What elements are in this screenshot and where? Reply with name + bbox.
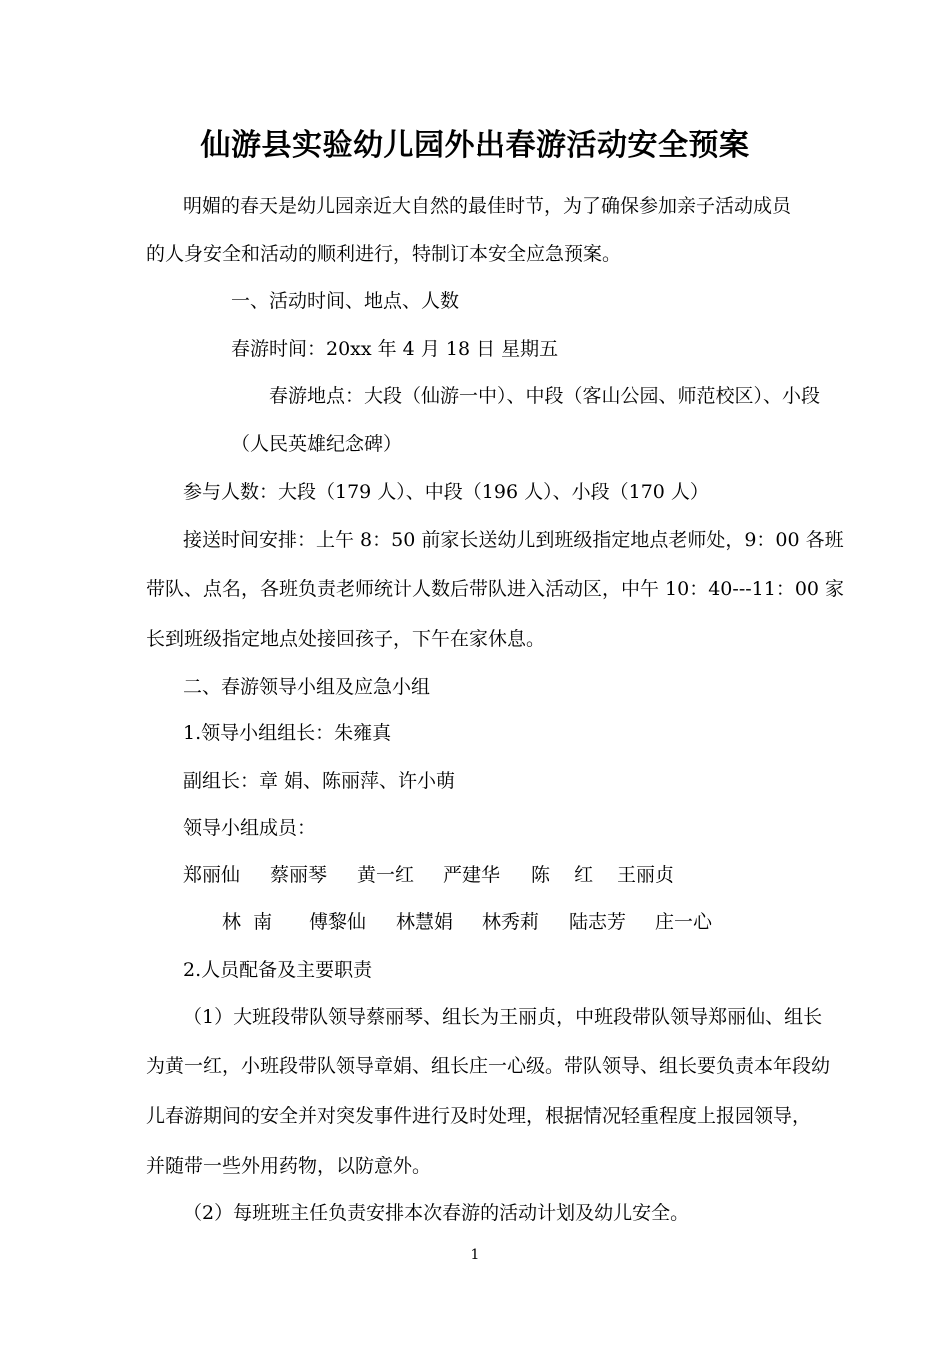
- section-heading-1: 一、活动时间、地点、人数: [231, 290, 460, 312]
- pickup-schedule-line-2: 带队、点名，各班负责老师统计人数后带队进入活动区，中午 10：40---11：00 家: [146, 578, 845, 600]
- member-name: 陆志芳: [569, 911, 627, 933]
- deputy-leaders: 副组长：章 娟、陈丽萍、许小萌: [183, 770, 456, 792]
- member-name: 林秀莉: [482, 911, 540, 933]
- pickup-schedule-line-1: 接送时间安排：上午 8：50 前家长送幼儿到班级指定地点老师处，9：00 各班: [183, 529, 844, 551]
- paragraph-intro-line-2: 的人身安全和活动的顺利进行，特制订本安全应急预案。: [146, 243, 622, 265]
- pickup-schedule-line-3: 长到班级指定地点处接回孩子，下午在家休息。: [146, 628, 546, 650]
- participant-count: 参与人数：大段（179 人）、中段（196 人）、小段（170 人）: [183, 481, 709, 503]
- group-leader: 1.领导小组组长：朱雍真: [183, 722, 392, 744]
- member-name: 傅黎仙: [309, 911, 367, 933]
- member-name: 陈 红: [531, 864, 594, 886]
- section-heading-2: 二、春游领导小组及应急小组: [183, 676, 431, 698]
- document-title: 仙游县实验幼儿园外出春游活动安全预案: [200, 128, 750, 163]
- duty-2: （2）每班班主任负责安排本次春游的活动计划及幼儿安全。: [183, 1202, 690, 1224]
- member-name: 王丽贞: [617, 864, 675, 886]
- spring-outing-location: 春游地点：大段（仙游一中）、中段（客山公园、师范校区）、小段: [269, 385, 821, 407]
- member-name: 严建华: [443, 864, 501, 886]
- members-label: 领导小组成员：: [183, 817, 317, 839]
- member-name: 郑丽仙: [183, 864, 241, 886]
- members-row-2: [0, 909, 950, 935]
- staffing-heading: 2.人员配备及主要职责: [183, 959, 373, 981]
- duty-1-line-3: 儿春游期间的安全并对突发事件进行及时处理，根据情况轻重程度上报园领导，: [146, 1105, 812, 1127]
- member-name: 林慧娟: [396, 911, 454, 933]
- paragraph-intro-line-1: 明媚的春天是幼儿园亲近大自然的最佳时节，为了确保参加亲子活动成员: [183, 195, 792, 217]
- duty-1-line-4: 并随带一些外用药物，以防意外。: [146, 1155, 432, 1177]
- duty-1-line-1: （1）大班段带队领导蔡丽琴、组长为王丽贞，中班段带队领导郑丽仙、组长: [183, 1006, 823, 1028]
- member-name: 林 南: [222, 911, 273, 933]
- member-name: 黄一红: [357, 864, 415, 886]
- spring-outing-location-cont: （人民英雄纪念碑）: [231, 433, 403, 455]
- page-number: 1: [470, 1247, 480, 1263]
- spring-outing-time: 春游时间：20xx 年 4 月 18 日 星期五: [231, 338, 559, 360]
- members-row-1: [0, 862, 950, 888]
- duty-1-line-2: 为黄一红，小班段带队领导章娟、组长庄一心级。带队领导、组长要负责本年段幼: [146, 1055, 831, 1077]
- member-name: 庄一心: [655, 911, 713, 933]
- member-name: 蔡丽琴: [270, 864, 328, 886]
